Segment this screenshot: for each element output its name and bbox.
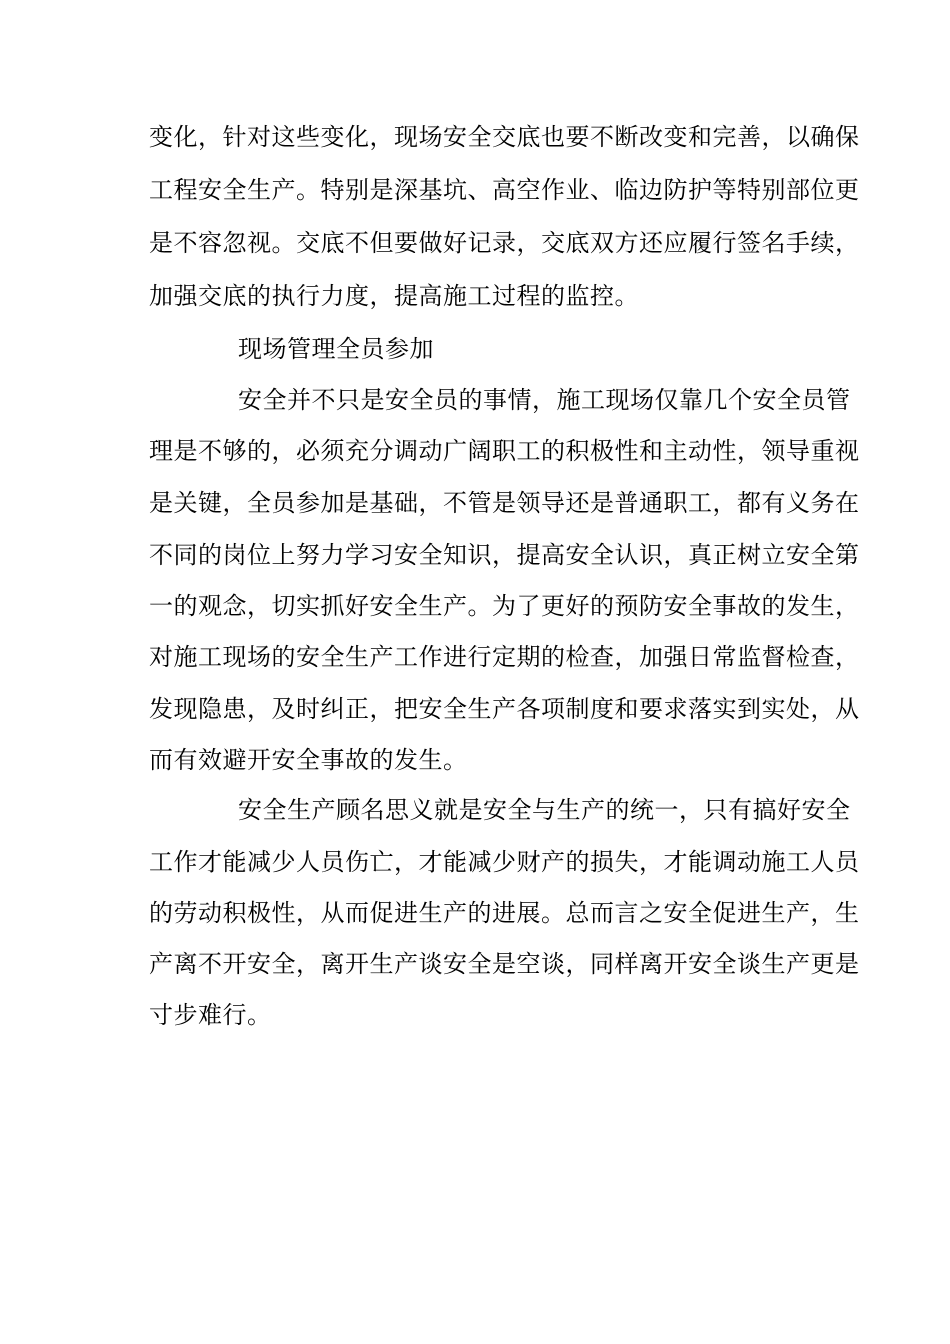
paragraph-2-line-5: 一的观念，切实抓好安全生产。为了更好的预防安全事故的发生， [149,592,860,620]
paragraph-2-line-7: 发现隐患，及时纠正，把安全生产各项制度和要求落实到实处，从 [149,695,860,723]
paragraph-1-line-4: 加强交底的执行力度，提高施工过程的监控。 [149,282,639,310]
paragraph-2-line-4: 不同的岗位上努力学习安全知识，提高安全认识，真正树立安全第 [149,541,860,569]
paragraph-3-line-2: 工作才能减少人员伤亡，才能减少财产的损失，才能调动施工人员 [149,848,860,876]
paragraph-2-line-2: 理是不够的，必须充分调动广阔职工的积极性和主动性，领导重视 [149,437,860,465]
paragraph-3-line-5: 寸步难行。 [149,1001,272,1029]
paragraph-1-line-1: 变化，针对这些变化，现场安全交底也要不断改变和完善，以确保 [149,123,860,151]
paragraph-2-line-3: 是关键，全员参加是基础，不管是领导还是普通职工，都有义务在 [149,489,860,517]
paragraph-2-line-1: 安全并不只是安全员的事情，施工现场仅靠几个安全员管 [238,386,851,414]
paragraph-3-line-3: 的劳动积极性，从而促进生产的进展。总而言之安全促进生产，生 [149,899,860,927]
paragraph-3-line-1: 安全生产顾名思义就是安全与生产的统一，只有搞好安全 [238,796,851,824]
paragraph-3-line-4: 产离不开安全，离开生产谈安全是空谈，同样离开安全谈生产更是 [149,950,860,978]
section-heading: 现场管理全员参加 [238,335,434,363]
paragraph-2-line-8: 而有效避开安全事故的发生。 [149,746,468,774]
paragraph-2-line-6: 对施工现场的安全生产工作进行定期的检查，加强日常监督检查， [149,643,860,671]
paragraph-1-line-2: 工程安全生产。特别是深基坑、高空作业、临边防护等特别部位更 [149,176,860,204]
paragraph-1-line-3: 是不容忽视。交底不但要做好记录，交底双方还应履行签名手续， [149,229,860,257]
